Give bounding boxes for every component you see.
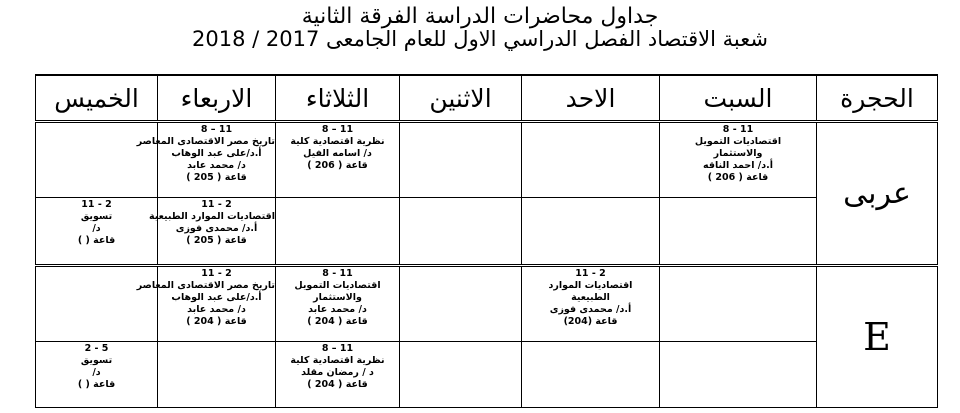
- cell-sunday: [522, 122, 660, 198]
- lecture-line: د/: [92, 367, 101, 378]
- lecture-line: قاعة ( 205 ): [186, 235, 247, 246]
- lecture-line: قاعة ( 204 ): [307, 316, 368, 327]
- cell-thursday: [36, 122, 158, 198]
- lecture-line: أ.د/ احمد الناقه: [702, 160, 774, 171]
- lecture-line: د/ اسامه الفيل: [303, 148, 372, 159]
- cell-wednesday: [136, 122, 276, 198]
- schedule-row: [36, 266, 938, 342]
- lecture-line: د/: [92, 223, 101, 234]
- lecture-line: د/ محمد عابد: [308, 304, 367, 315]
- lecture-line: اقتصاديات الموارد: [548, 280, 633, 291]
- lecture-time: 11 – 8: [200, 124, 233, 135]
- lecture-line: أ.د/ محمدى فوزى: [549, 304, 632, 315]
- lecture-line: تاريخ مصر الاقتصادى المعاصر: [136, 136, 275, 147]
- lecture-time: 2 - 11: [201, 268, 232, 279]
- cell-saturday: [660, 266, 817, 342]
- lecture-line: تسويق: [80, 211, 113, 222]
- lecture-time: 2 - 11: [81, 199, 112, 210]
- lecture-line: اقتصاديات التمويل: [294, 280, 381, 291]
- lecture-line: د / رمضان مقلد: [301, 367, 374, 378]
- cell-thursday: [36, 266, 158, 342]
- lecture-line: أ.د/ محمدى فوزى: [175, 223, 258, 234]
- schedule-table: [35, 74, 938, 408]
- lecture-line: د/ محمد عابد: [187, 160, 246, 171]
- lecture-time: 11 – 8: [321, 124, 354, 135]
- col-header-wednesday: الاربعاء: [158, 75, 276, 122]
- cell-saturday: [660, 122, 817, 198]
- cell-saturday: [660, 198, 817, 266]
- col-header-sunday: الاحد: [522, 75, 660, 122]
- header-row: [36, 75, 938, 122]
- cell-sunday: [522, 198, 660, 266]
- col-header-monday: الاثنين: [400, 75, 522, 122]
- lecture-time: 11 - 8: [722, 124, 754, 135]
- lecture-line: قاعة (204): [563, 316, 618, 327]
- lecture-time: 11 - 8: [322, 268, 353, 279]
- lecture-line: قاعة ( 206 ): [307, 160, 368, 171]
- lecture-line: اقتصاديات التمويل: [694, 136, 782, 147]
- lecture-line: قاعة ( ): [77, 379, 116, 390]
- cell-thursday: [36, 198, 158, 266]
- lecture-line: أ.د/على عبد الوهاب: [171, 148, 262, 159]
- page-subtitle: شعبة الاقتصاد الفصل الدراسي الاول للعام الجامعى 2017 / 2018: [191, 27, 768, 51]
- lecture-line: د/ محمد عابد: [187, 304, 246, 315]
- lecture-line: قاعة ( 205 ): [186, 172, 247, 183]
- group-label: E: [817, 266, 938, 408]
- cell-tuesday: [276, 198, 400, 266]
- lecture-line: أ.د/على عبد الوهاب: [171, 292, 262, 303]
- cell-sunday: [522, 266, 660, 342]
- cell-wednesday: [148, 198, 276, 266]
- cell-tuesday: [276, 266, 400, 342]
- cell-sunday: [522, 342, 660, 408]
- lecture-time: 11 – 8: [321, 343, 354, 354]
- cell-saturday: [660, 342, 817, 408]
- lecture-line: قاعة ( ): [77, 235, 116, 246]
- lecture-time: 5 - 2: [84, 343, 109, 354]
- cell-monday: [400, 122, 522, 198]
- lecture-line: نظرية اقتصادية كلية: [290, 136, 385, 147]
- col-header-thursday: الخميس: [36, 75, 158, 122]
- page-title: جداول محاضرات الدراسة الفرقة الثانية: [301, 4, 659, 29]
- cell-monday: [400, 198, 522, 266]
- schedule-row: [36, 342, 938, 408]
- col-header-saturday: السبت: [660, 75, 817, 122]
- lecture-line: اقتصاديات الموارد الطبيعية: [148, 211, 275, 222]
- lecture-line: تاريخ مصر الاقتصادى المعاصر: [136, 280, 275, 291]
- cell-thursday: [36, 342, 158, 408]
- lecture-line: قاعة ( 204 ): [186, 316, 247, 327]
- lecture-time: 2 - 11: [201, 199, 232, 210]
- lecture-line: نظرية اقتصادية كلية: [290, 355, 385, 366]
- lecture-line: والاستثمار: [313, 292, 362, 303]
- schedule-row: [36, 122, 938, 198]
- col-header-tuesday: الثلاثاء: [276, 75, 400, 122]
- cell-monday: [400, 266, 522, 342]
- lecture-line: قاعة ( 204 ): [307, 379, 368, 390]
- cell-wednesday: [136, 266, 276, 342]
- lecture-line: والاستثمار: [713, 148, 763, 159]
- lecture-line: تسويق: [80, 355, 113, 366]
- cell-tuesday: [276, 342, 400, 408]
- cell-monday: [400, 342, 522, 408]
- lecture-line: قاعة ( 206 ): [707, 172, 769, 183]
- lecture-time: 2 - 11: [575, 268, 606, 279]
- lecture-line: الطبيعية: [571, 292, 610, 303]
- group-label: عربى: [817, 122, 938, 266]
- col-header-room: الحجرة: [817, 75, 938, 122]
- cell-tuesday: [276, 122, 400, 198]
- schedule-row: [36, 198, 938, 266]
- cell-wednesday: [158, 342, 276, 408]
